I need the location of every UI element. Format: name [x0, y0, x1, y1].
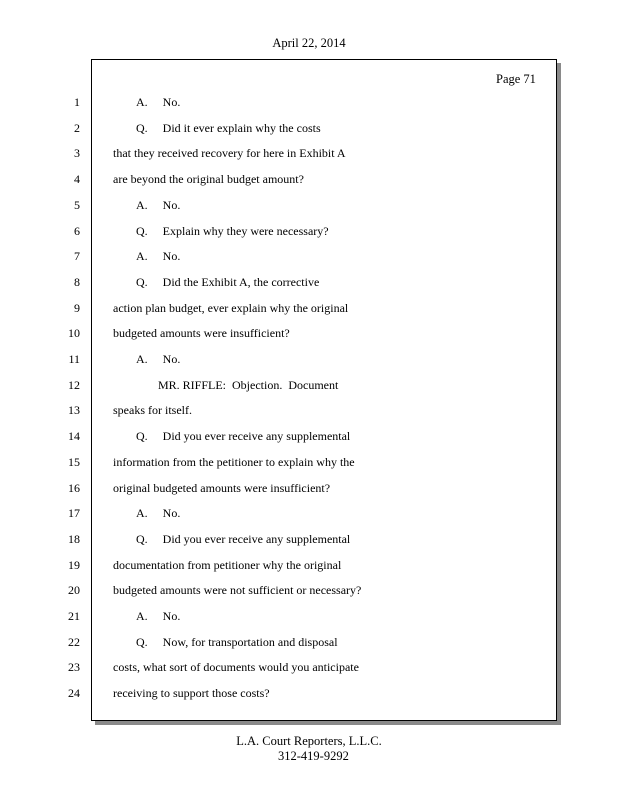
line-number: 23: [68, 660, 80, 675]
line-number: 10: [68, 326, 80, 341]
line-number: 20: [68, 583, 80, 598]
line-text: costs, what sort of documents would you anticipate: [113, 660, 359, 675]
line-text: information from the petitioner to explain why the: [113, 454, 355, 469]
line-text: budgeted amounts were not sufficient or necessary?: [113, 583, 362, 598]
line-text: A. No.: [136, 609, 181, 623]
line-text: action plan budget, ever explain why the original: [113, 300, 349, 315]
line-number: 16: [68, 480, 80, 495]
line-number: 9: [74, 300, 80, 315]
line-number: 4: [74, 172, 80, 187]
line-text: speaks for itself.: [113, 403, 192, 418]
line-number: 1: [74, 95, 80, 109]
footer-company: L.A. Court Reporters, L.L.C.: [236, 734, 382, 748]
line-text: Q. Did the Exhibit A, the corrective: [136, 274, 320, 289]
line-text: Q. Did you ever receive any supplemental: [136, 531, 351, 546]
line-number: 11: [68, 352, 80, 366]
line-number: 18: [68, 531, 80, 546]
line-number: 24: [68, 686, 80, 701]
line-text: Q. Did you ever receive any supplemental: [136, 429, 351, 444]
line-number: 15: [68, 454, 80, 469]
line-number: 19: [68, 557, 80, 572]
line-text: receiving to support those costs?: [113, 686, 270, 701]
line-text: budgeted amounts were insufficient?: [113, 326, 290, 341]
line-text: documentation from petitioner why the original: [113, 557, 342, 572]
line-text: A. No.: [136, 95, 181, 109]
line-number: 21: [68, 609, 80, 623]
line-number: 6: [74, 223, 80, 238]
line-number: 5: [74, 197, 80, 212]
line-text: Q. Now, for transportation and disposal: [136, 634, 338, 649]
line-text: MR. RIFFLE: Objection. Document: [158, 377, 339, 392]
line-text: original budgeted amounts were insufficient?: [113, 480, 331, 495]
line-number: 22: [68, 634, 80, 649]
line-number: 14: [68, 429, 80, 444]
line-number: 17: [68, 506, 80, 521]
line-number: 3: [74, 146, 80, 161]
line-number: 13: [68, 403, 80, 418]
line-text: are beyond the original budget amount?: [113, 172, 304, 187]
line-text: A. No.: [136, 249, 181, 264]
transcript-date: April 22, 2014: [272, 36, 346, 50]
line-text: Q. Explain why they were necessary?: [136, 223, 329, 238]
line-text: A. No.: [136, 506, 181, 521]
line-text: A. No.: [136, 197, 181, 212]
line-number: 12: [68, 377, 80, 392]
page-number: Page 71: [496, 72, 536, 86]
line-text: A. No.: [136, 352, 181, 366]
line-number: 8: [74, 274, 80, 289]
line-number: 2: [74, 120, 80, 135]
line-number: 7: [74, 249, 80, 264]
footer-phone: 312-419-9292: [278, 749, 349, 763]
line-text: that they received recovery for here in Exhibit A: [113, 146, 346, 161]
line-text: Q. Did it ever explain why the costs: [136, 120, 321, 135]
